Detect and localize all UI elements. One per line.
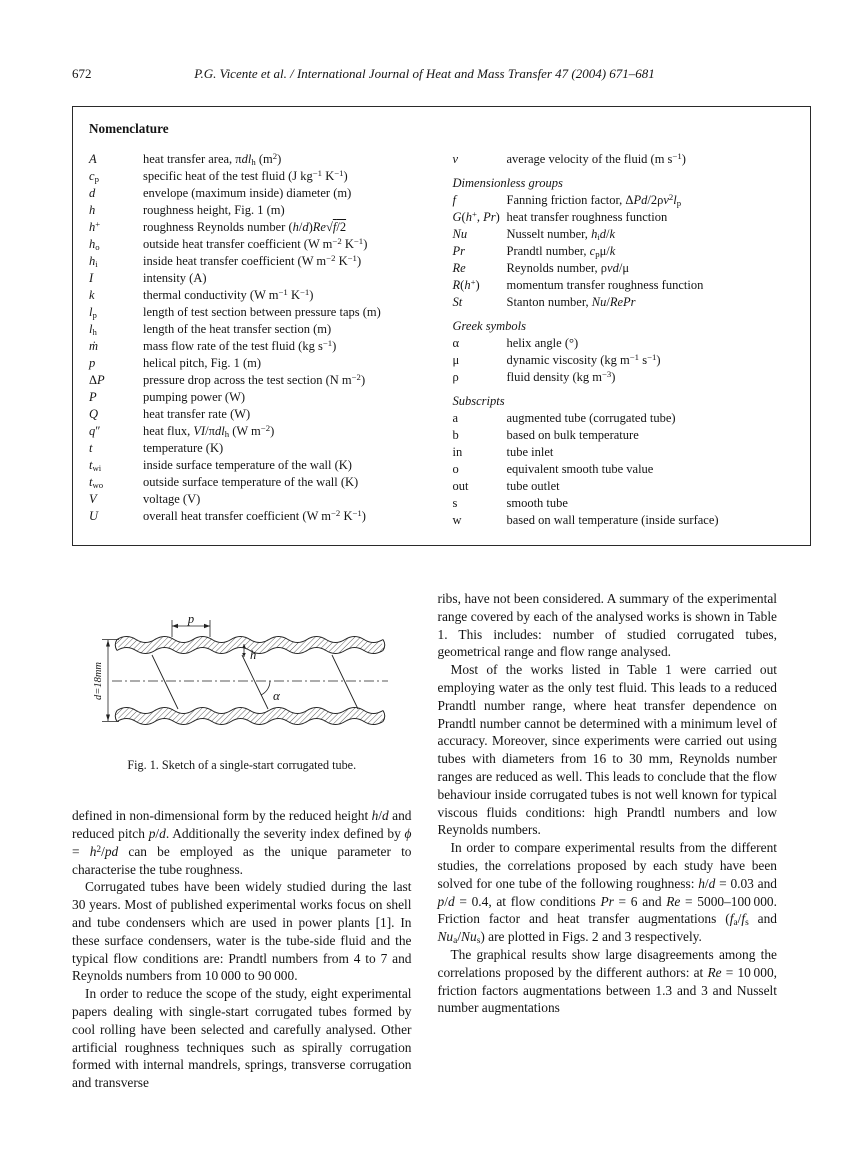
paragraph: In order to reduce the scope of the study, eight experimental papers dealing with single-start corrugated tubes formed by cool rolling have been selected and carefully analysed. Other artificial roughness techniques such as spirally corrugation formed with internal mandrels, springs, transverse corrugation and transverse (72, 986, 412, 1091)
nomenclature-item (453, 427, 795, 444)
nomenclature-item (453, 226, 795, 243)
nomenclature-symbol: a (452, 411, 459, 425)
nomenclature-symbol: q″ (89, 424, 101, 438)
nomenclature-symbol: s (452, 496, 458, 510)
nomenclature-item (89, 440, 431, 457)
nomenclature-item (453, 410, 795, 427)
nomenclature-symbol: St (452, 295, 463, 309)
paragraph: ribs, have not been considered. A summary of the experimental range covered by each of the analysed works is shown in Table 1. This includes: number of studied corrugated tubes, geometrical range and flow range analysed. (437, 591, 777, 660)
nomenclature-item (453, 393, 795, 410)
nomenclature-entry (453, 209, 795, 226)
nomenclature-definition: Fanning friction factor, ΔPd/$2\rho v^2l_p$ (506, 192, 682, 208)
nomenclature-symbol: in (452, 445, 463, 459)
nomenclature-entry (89, 270, 431, 287)
nomenclature-item (453, 478, 795, 495)
helix-lines (152, 655, 358, 709)
nomenclature-definition: Nusselt number, $h_id/k$ (506, 227, 616, 242)
nomenclature-entry (453, 427, 795, 444)
diameter-label: d=18mm (92, 662, 104, 701)
nomenclature-definition: pressure drop across the test section (N $m^{-2}$) (143, 372, 366, 387)
nomenclature-symbol: $t_{wi}$ (89, 458, 102, 473)
nomenclature-symbol: R(h+) (452, 277, 480, 292)
nomenclature-definition: roughness Reynolds number (h/d)Re√f/2 (143, 220, 347, 234)
nomenclature-item (453, 243, 795, 260)
nomenclature-item (89, 372, 431, 389)
nomenclature-symbol: h (89, 203, 96, 217)
nomenclature-definition: heat transfer roughness function (506, 210, 668, 224)
nomenclature-item (453, 352, 795, 369)
nomenclature-entry (453, 512, 795, 529)
nomenclature-symbol: A (89, 152, 97, 166)
nomenclature-definition: specific heat of the test fluid (J $kg^{-1}$ $K^{-1}$) (143, 168, 348, 183)
nomenclature-item (89, 236, 431, 253)
nomenclature-definition: helix angle (°) (506, 336, 579, 350)
page-number: 672 (72, 66, 92, 81)
nomenclature-symbol: α (452, 336, 460, 350)
nomenclature-item (89, 423, 431, 440)
nomenclature-definition: tube outlet (506, 479, 560, 493)
nomenclature-entry (89, 185, 431, 202)
paragraph: Most of the works listed in Table 1 were carried out employing water as the only test fluid. This leads to a reduced Prandtl number range, where heat transfer dependence on Prandtl number cannot be determined with a minimum level of accuracy. Moreover, since experiments were carried out using tubes with diameters from 16 to 30 mm, Reynolds number ranges are reduced as well. This leads to conclude that the flow behaviour inside corrugated tubes is not well known for typical viscous fluids conditions: high Prandtl numbers and low Reynolds numbers. (437, 662, 777, 838)
nomenclature-item (89, 321, 431, 338)
nomenclature-section-heading: Dimensionless groups (452, 176, 563, 190)
paragraph: Corrugated tubes have been widely studied during the last 30 years. Most of published experimental works focus on shell and tube condensers which are used in power plants [1]. In these surface condensers, water is the tube-side fluid and the typical flow conditions are: Prandtl numbers from 4 to 7 and Reynolds numbers from 10 000 to 90 000. (72, 879, 412, 984)
nomenclature-definition: augmented tube (corrugated tube) (506, 411, 676, 425)
nomenclature-symbol: I (89, 271, 94, 285)
paragraph: The graphical results show large disagreements among the correlations proposed by the different authors: at Re = 10 000, friction factors augmentations between 1.3 and 3 and Nusselt number augmentations (437, 946, 777, 1016)
nomenclature-entry (453, 335, 795, 352)
nomenclature-entry (89, 389, 431, 406)
nomenclature-entry (453, 369, 795, 386)
figure-caption: Fig. 1. Sketch of a single-start corrugated tube. (127, 758, 357, 773)
nomenclature-entry (89, 355, 431, 372)
nomenclature-entry (453, 461, 795, 478)
nomenclature-item (453, 209, 795, 226)
nomenclature-symbol: $h_i$ (89, 254, 98, 269)
nomenclature-definition: voltage (V) (143, 492, 201, 506)
nomenclature-item (453, 318, 795, 335)
nomenclature-right-column (453, 151, 795, 529)
nomenclature-entry (89, 491, 431, 508)
nomenclature-symbol: t (89, 441, 93, 455)
nomenclature-symbol: v (452, 152, 459, 166)
nomenclature-entry (453, 260, 795, 277)
nomenclature-definition: Stanton number, Nu/RePr (506, 295, 636, 309)
nomenclature-item (89, 151, 431, 168)
height-label: h (249, 648, 256, 663)
pitch-label: p (187, 613, 194, 627)
nomenclature-symbol: G(h+, Pr) (452, 209, 500, 224)
nomenclature-columns (89, 151, 794, 529)
nomenclature-symbol: Q (89, 407, 99, 421)
nomenclature-definition: inside heat transfer coefficient (W $m^{-2}$ $K^{-1}$) (143, 253, 362, 268)
nomenclature-definition: fluid density (kg $m^{-3}$) (506, 369, 616, 384)
diameter-dimension (93, 640, 119, 722)
nomenclature-entry (89, 457, 431, 474)
nomenclature-definition: intensity (A) (143, 271, 207, 285)
nomenclature-symbol: k (89, 288, 95, 302)
right-column (438, 590, 778, 1092)
nomenclature-symbol: μ (452, 353, 460, 367)
nomenclature-item (453, 192, 795, 209)
nomenclature-entry (89, 423, 431, 440)
nomenclature-item (453, 444, 795, 461)
nomenclature-title: Nomenclature (89, 121, 169, 136)
nomenclature-item (89, 389, 431, 406)
nomenclature-symbol: $h_o$ (89, 237, 100, 252)
nomenclature-definition: helical pitch, Fig. 1 (m) (143, 356, 262, 370)
nomenclature-item (453, 260, 795, 277)
nomenclature-item (453, 175, 795, 192)
nomenclature-item (89, 304, 431, 321)
angle-annotation (261, 681, 281, 703)
nomenclature-item (89, 491, 431, 508)
nomenclature-item (89, 168, 431, 185)
nomenclature-item (89, 457, 431, 474)
nomenclature-symbol: out (452, 479, 469, 493)
nomenclature-item (453, 294, 795, 311)
nomenclature-entry (453, 294, 795, 311)
nomenclature-entry (89, 372, 431, 389)
nomenclature-definition: heat flux, VI/πdl$_h$ (W $m^{-2}$) (143, 423, 275, 439)
nomenclature-symbol: $t_{wo}$ (89, 475, 104, 490)
nomenclature-entry (453, 410, 795, 427)
left-column (72, 590, 412, 1092)
nomenclature-definition: inside surface temperature of the wall (K) (143, 458, 352, 472)
nomenclature-definition: momentum transfer roughness function (506, 278, 704, 292)
nomenclature-item (89, 406, 431, 423)
nomenclature-symbol: $c_p$ (89, 169, 99, 184)
nomenclature-entry (89, 440, 431, 457)
nomenclature-box (72, 106, 811, 546)
nomenclature-item (453, 277, 795, 294)
nomenclature-definition: heat transfer rate (W) (143, 407, 251, 421)
nomenclature-symbol: P (89, 390, 97, 404)
nomenclature-definition: thermal conductivity (W $m^{-1}$ $K^{-1}$) (143, 287, 314, 302)
nomenclature-item (453, 151, 795, 168)
nomenclature-item (89, 219, 431, 236)
nomenclature-entry (453, 226, 795, 243)
nomenclature-definition: outside surface temperature of the wall (K) (143, 475, 359, 489)
page-header (72, 66, 777, 82)
nomenclature-symbol: Pr (452, 244, 465, 258)
nomenclature-symbol: h+ (89, 219, 101, 234)
nomenclature-entry (89, 151, 431, 168)
nomenclature-symbol: w (452, 513, 462, 527)
nomenclature-item (89, 253, 431, 270)
nomenclature-item (89, 338, 431, 355)
nomenclature-definition: heat transfer area, πdl$_h$ $(m^2)$ (143, 151, 282, 167)
nomenclature-definition: based on bulk temperature (506, 428, 639, 442)
nomenclature-item (89, 287, 431, 304)
nomenclature-definition: Prandtl number, $c_p\mu/k$ (506, 244, 616, 259)
nomenclature-definition: length of the heat transfer section (m) (143, 322, 332, 336)
nomenclature-item (89, 185, 431, 202)
pitch-dimension (172, 613, 210, 637)
nomenclature-definition: dynamic viscosity (kg $m^{-1}$ $s^{-1}$) (506, 352, 661, 367)
nomenclature-entry (89, 338, 431, 355)
nomenclature-symbol: ΔP (89, 373, 105, 387)
nomenclature-symbol: Re (452, 261, 466, 275)
nomenclature-symbol: $l_p$ (89, 305, 97, 320)
nomenclature-item (453, 495, 795, 512)
nomenclature-symbol: p (89, 356, 96, 370)
nomenclature-definition: temperature (K) (143, 441, 224, 455)
nomenclature-entry (453, 192, 795, 209)
nomenclature-entry (89, 236, 431, 253)
nomenclature-definition: equivalent smooth tube value (506, 462, 654, 476)
running-title: P.G. Vicente et al. / International Journal of Heat and Mass Transfer 47 (2004) 671–681 (194, 66, 655, 81)
nomenclature-entry (89, 406, 431, 423)
body-columns (72, 590, 777, 1092)
nomenclature-entry (453, 243, 795, 260)
paragraph: In order to compare experimental results from the different studies, the correlations proposed by each study have been solved for one tube of the following roughness: h/d = 0.03 and p/d = 0.4, at flow conditions Pr = 6 and Re = 5000–100 000. Friction factor and heat transfer augmentations ($f_a/f_s$ and $Nu_a/Nu_s$) are plotted in Figs. 2 and 3 respectively. (437, 840, 778, 947)
nomenclature-definition: based on wall temperature (inside surface) (506, 513, 719, 527)
nomenclature-entry (453, 151, 795, 168)
nomenclature-definition: smooth tube (506, 496, 568, 510)
tube-wall-bottom (117, 708, 383, 725)
nomenclature-entry (453, 277, 795, 294)
nomenclature-entry (89, 219, 431, 236)
nomenclature-entry (89, 202, 431, 219)
nomenclature-definition: Reynolds number, ρvd/μ (506, 261, 630, 275)
nomenclature-symbol: f (452, 193, 456, 207)
nomenclature-definition: length of test section between pressure taps (m) (143, 305, 381, 319)
nomenclature-symbol: Nu (452, 227, 468, 241)
nomenclature-item (89, 474, 431, 491)
nomenclature-item (453, 335, 795, 352)
alpha-label: α (272, 688, 280, 704)
nomenclature-item (89, 508, 431, 525)
paragraph: defined in non-dimensional form by the reduced height h/d and reduced pitch p/d. Additionally the severity index defined by $\phi = h^2/pd$ can be employed as the unique parameter to characterise the tube roughness. (72, 808, 412, 877)
nomenclature-entry (453, 478, 795, 495)
nomenclature-definition: mass flow rate of the test fluid (kg $s^{-1}$) (143, 338, 337, 353)
corrugated-tube-sketch (92, 613, 392, 743)
nomenclature-item (89, 355, 431, 372)
nomenclature-entry (453, 495, 795, 512)
figure-1 (72, 603, 412, 775)
nomenclature-section-heading: Subscripts (452, 394, 505, 408)
nomenclature-definition: roughness height, Fig. 1 (m) (143, 203, 285, 217)
nomenclature-symbol: b (452, 428, 459, 442)
nomenclature-entry (453, 352, 795, 369)
nomenclature-entry (453, 444, 795, 461)
nomenclature-definition: pumping power (W) (143, 390, 246, 404)
nomenclature-definition: average velocity of the fluid (m $s^{-1}$) (506, 151, 686, 166)
nomenclature-definition: envelope (maximum inside) diameter (m) (143, 186, 352, 200)
nomenclature-left-column (89, 151, 431, 529)
nomenclature-symbol: V (89, 492, 97, 506)
nomenclature-item (89, 270, 431, 287)
nomenclature-entry (89, 474, 431, 491)
nomenclature-entry (89, 321, 431, 338)
nomenclature-item (89, 202, 431, 219)
nomenclature-symbol: $l_h$ (89, 322, 97, 337)
nomenclature-symbol: ṁ (89, 339, 99, 353)
nomenclature-item (453, 512, 795, 529)
nomenclature-definition: outside heat transfer coefficient (W $m^{-2}$ $K^{-1}$) (143, 236, 368, 251)
nomenclature-item (453, 369, 795, 386)
nomenclature-symbol: o (452, 462, 459, 476)
nomenclature-item (453, 461, 795, 478)
nomenclature-symbol: U (89, 509, 99, 523)
nomenclature-symbol: d (89, 186, 96, 200)
nomenclature-entry (89, 287, 431, 304)
nomenclature-entry (89, 508, 431, 525)
nomenclature-symbol: ρ (452, 370, 459, 384)
nomenclature-definition: overall heat transfer coefficient (W $m^{-2}$ $K^{-1}$) (143, 508, 366, 523)
nomenclature-section-heading: Greek symbols (452, 319, 526, 333)
nomenclature-definition: tube inlet (506, 445, 554, 459)
nomenclature-entry (89, 304, 431, 321)
nomenclature-entry (89, 253, 431, 270)
nomenclature-entry (89, 168, 431, 185)
